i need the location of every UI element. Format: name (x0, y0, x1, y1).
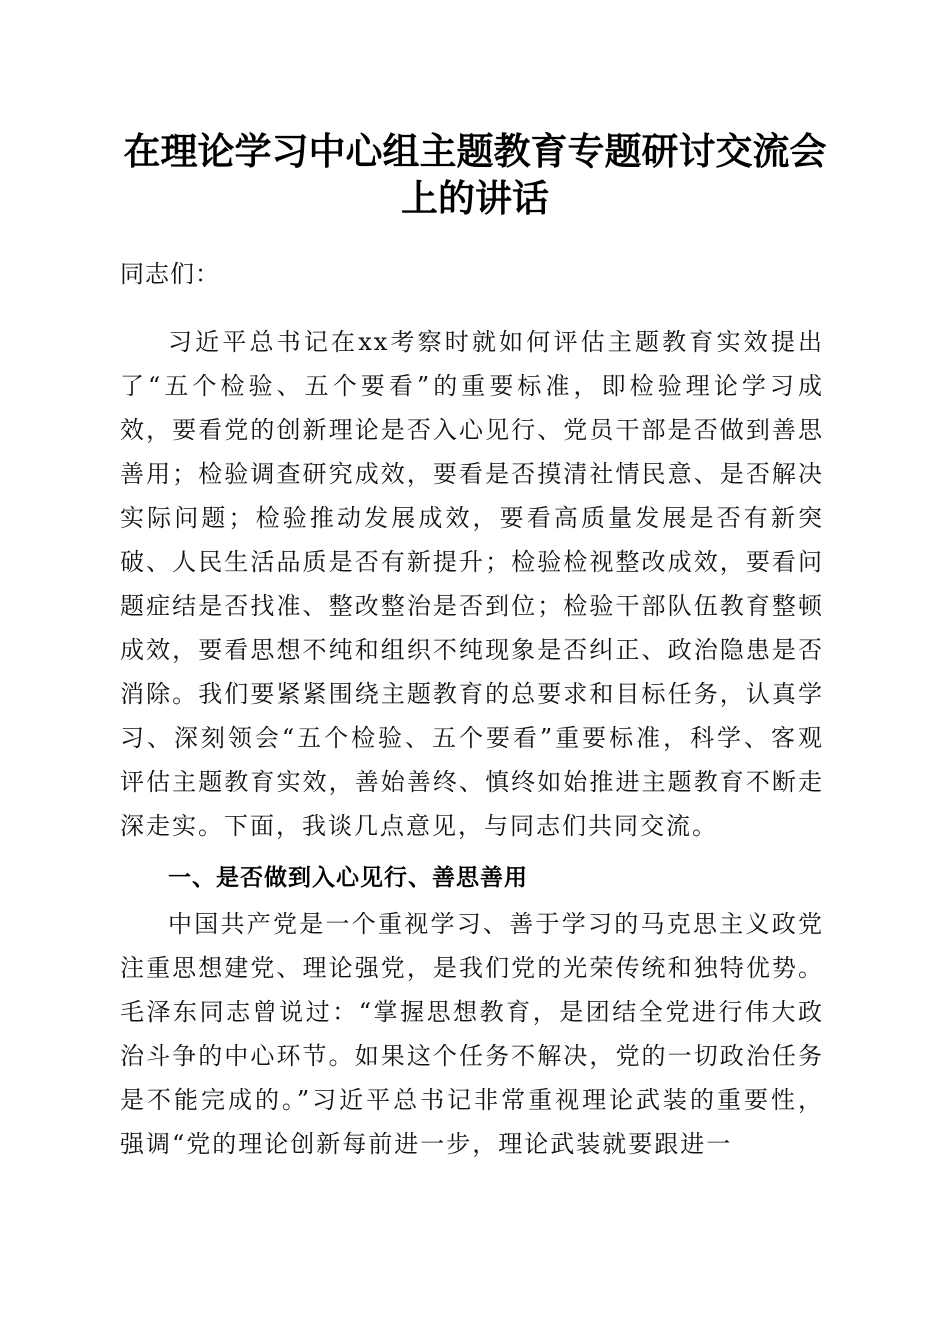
paragraph-section-1: 中国共产党是一个重视学习、善于学习的马克思主义政党注重思想建党、理论强党，是我们党的光荣传统和独特优势。毛泽东同志曾说过：“掌握思想教育，是团结全党进行伟大政治斗争的中心环节。如果这个任务不解决，党的一切政治任务是不能完成的。”习近平总书记非常重视理论武装的重要性，强调“党的理论创新每前进一步，理论武装就要跟进一 (120, 910, 824, 1158)
document-title: 在理论学习中心组主题教育专题研讨交流会上的讲话 (123, 129, 827, 220)
paragraph-intro: 习近平总书记在xx考察时就如何评估主题教育实效提出了“五个检验、五个要看”的重要标准，即检验理论学习成效，要看党的创新理论是否入心见行、党员干部是否做到善思善用；检验调查研究成效，要看是否摸清社情民意、是否解决实际问题；检验推动发展成效，要看高质量发展是否有新突破、人民生活品质是否有新提升；检验检视整改成效，要看问题症结是否找准、整改整治是否到位；检验干部队伍教育整顿成效，要看思想不纯和组织不纯现象是否纠正、政治隐患是否消除。我们要紧紧围绕主题教育的总要求和目标任务，认真学习、深刻领会“五个检验、五个要看”重要标准，科学、客观评估主题教育实效，善始善终、慎终如始推进主题教育不断走深走实。下面，我谈几点意见，与同志们共同交流。 (120, 328, 824, 840)
salutation: 同志们： (120, 260, 220, 288)
section-heading-1: 一、是否做到入心见行、善思善用 (168, 865, 528, 891)
